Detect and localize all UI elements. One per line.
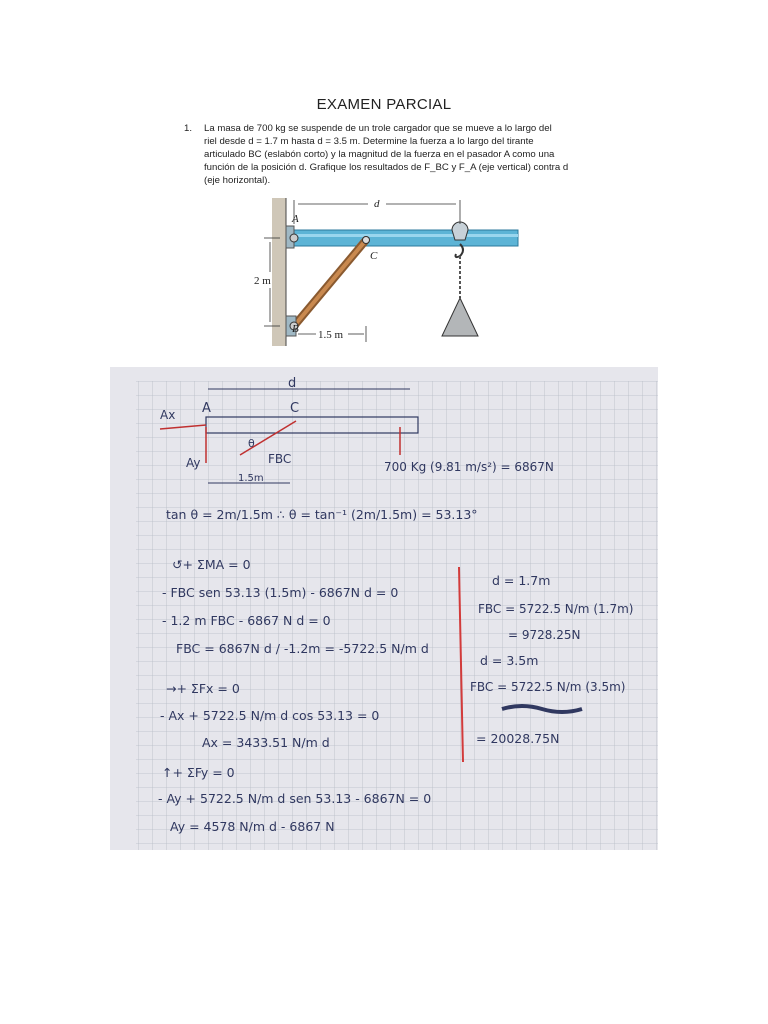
label-height: 2 m <box>254 275 271 287</box>
solution-line: →+ ΣFx = 0 <box>166 681 240 696</box>
fbd-c: C <box>290 401 300 416</box>
result-line: d = 1.7m <box>492 573 551 588</box>
fbd-a: A <box>202 401 211 416</box>
wall <box>272 198 286 346</box>
problem-number: 1. <box>184 123 193 134</box>
problem-line: La masa de 700 kg se suspende de un trole cargador que se mueve a lo largo del <box>204 123 552 134</box>
result-line: FBC = 5722.5 N/m (3.5m) <box>470 680 626 694</box>
trolley <box>452 222 468 240</box>
label-c: C <box>370 250 378 262</box>
solution-line: ↺+ ΣMA = 0 <box>172 557 251 572</box>
label-base: 1.5 m <box>318 329 344 341</box>
notebook-page <box>110 367 658 850</box>
solution-line: - 1.2 m FBC - 6867 N d = 0 <box>162 613 331 628</box>
label-d: d <box>374 198 380 210</box>
result-line: = 9728.25N <box>508 628 581 642</box>
label-a: A <box>292 213 299 225</box>
solution-line: - FBC sen 53.13 (1.5m) - 6867N d = 0 <box>162 585 399 600</box>
solution-line: Ax = 3433.51 N/m d <box>202 735 330 750</box>
fbd-weight: 700 Kg (9.81 m/s²) = 6867N <box>384 460 554 474</box>
solution-line: Ay = 4578 N/m d - 6867 N <box>170 819 335 834</box>
pin-a <box>290 234 298 242</box>
pin-c <box>363 237 370 244</box>
result-line: = 20028.75N <box>476 731 560 746</box>
problem-line: riel desde d = 1.7 m hasta d = 3.5 m. Determine la fuerza a lo largo del tirante <box>204 136 534 147</box>
label-b: B <box>292 323 299 335</box>
problem-line: función de la posición d. Grafique los resultados de F_BC y F_A (eje vertical) contra d <box>204 162 569 173</box>
fbd-ax: Ax <box>160 408 176 422</box>
hanging-mass <box>442 298 478 336</box>
fbd-ay: Ay <box>186 456 201 470</box>
fbd-dist: 1.5m <box>238 473 264 484</box>
handwritten-solution-photo <box>110 367 658 850</box>
solution-line: tan θ = 2m/1.5m ∴ θ = tan⁻¹ (2m/1.5m) = 53.13° <box>166 507 478 522</box>
fbd-d: d <box>288 376 297 391</box>
solution-line: ↑+ ΣFy = 0 <box>162 765 235 780</box>
fbd-fbc: FBC <box>268 452 292 466</box>
result-line: FBC = 5722.5 N/m (1.7m) <box>478 602 634 616</box>
problem-line: articulado BC (eslabón corto) y la magnitud de la fuerza en el pasador A como una <box>204 149 555 160</box>
crane-figure <box>250 192 540 352</box>
solution-line: FBC = 6867N d / -1.2m = -5722.5 N/m d <box>176 641 429 656</box>
problem-line: (eje horizontal). <box>204 175 271 186</box>
solution-line: - Ay + 5722.5 N/m d sen 53.13 - 6867N = 0 <box>158 791 432 806</box>
exam-title: EXAMEN PARCIAL <box>316 96 452 113</box>
solution-line: - Ax + 5722.5 N/m d cos 53.13 = 0 <box>160 708 380 723</box>
problem-statement <box>184 122 584 187</box>
rail-beam <box>290 230 518 246</box>
fbd-theta: θ <box>248 437 255 450</box>
result-line: d = 3.5m <box>480 653 539 668</box>
